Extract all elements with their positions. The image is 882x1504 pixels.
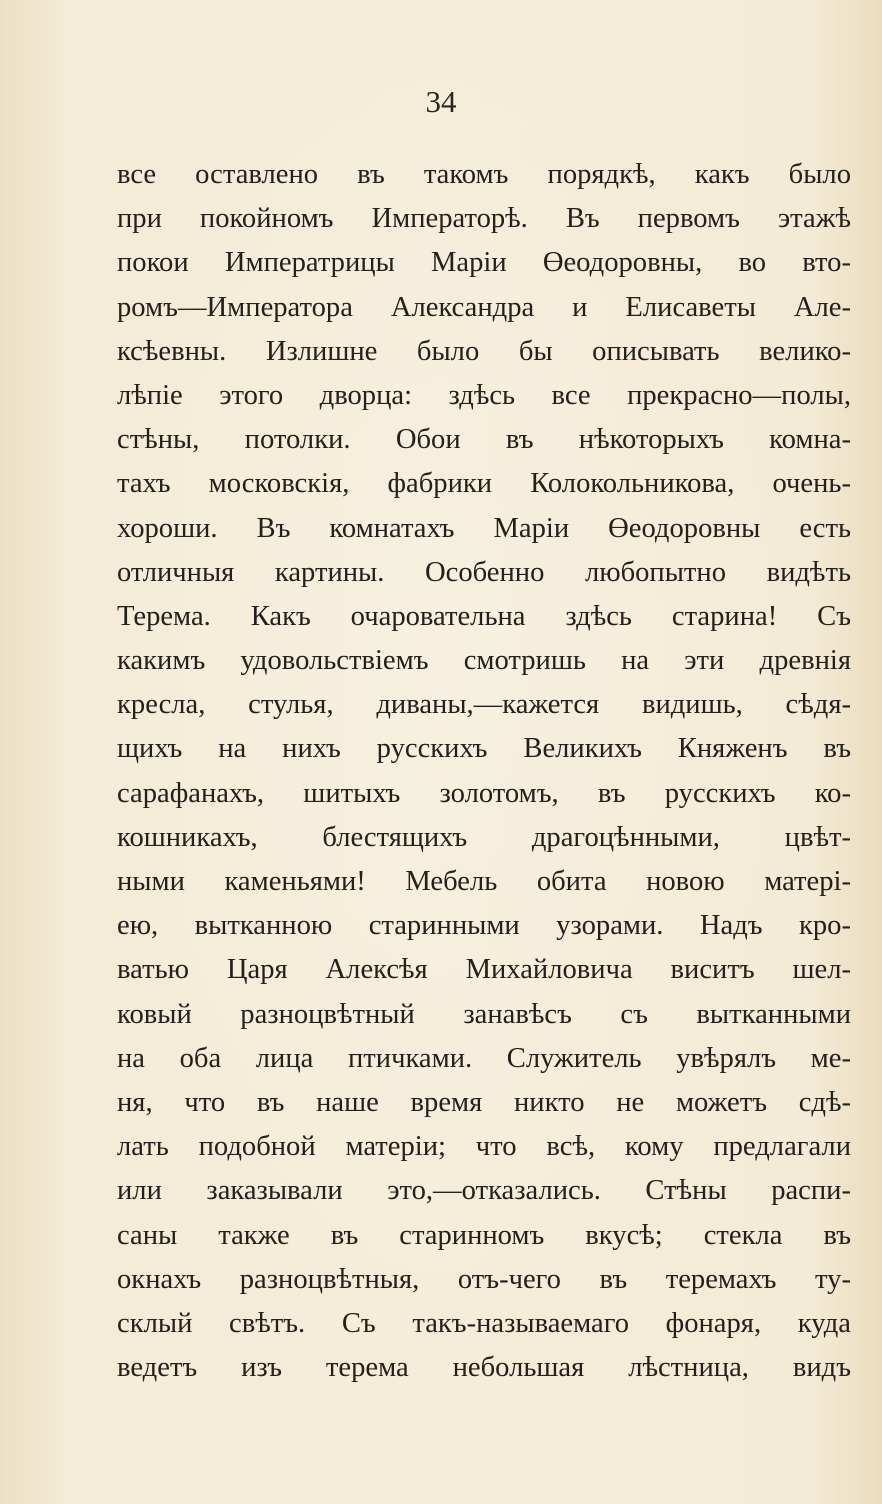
text-line: ными каменьями! Мебель обита новою матерi- [117,866,851,897]
text-line: ромъ—Императора Александра и Елисаветы Але- [117,291,851,323]
page-number: 34 [425,84,457,119]
text-line: сарафанахъ, шитыхъ золотомъ, въ русскихъ ко- [117,777,851,809]
text-line: ксѣевны. Излишне было бы описывать велико- [117,335,851,367]
text-line: ведетъ изъ терема небольшая лѣстница, видъ [117,1352,851,1384]
text-line: покои Императрицы Марiи Өеодоровны, во вто- [117,247,851,279]
text-line: окнахъ разноцвѣтныя, отъ-чего въ теремахъ ту- [117,1263,851,1295]
text-line: отличныя картины. Особенно любопытно видѣть [117,556,851,588]
text-line: ня, что въ наше время никто не можетъ сдѣ- [117,1086,851,1118]
text-line: хороши. Въ комнатахъ Марiи Өеодоровны есть [117,512,851,544]
text-line: щихъ на нихъ русскихъ Великихъ Княженъ въ [117,733,851,765]
text-line: кресла, стулья, диваны,—кажется видишь, сѣдя- [117,689,851,721]
text-line: склый свѣтъ. Съ такъ-называемаго фонаря, куда [117,1307,851,1339]
text-line: кошникахъ, блестящихъ драгоцѣнными, цвѣт- [117,821,851,853]
text-line: стѣны, потолки. Обои въ нѣкоторыхъ комна- [117,424,851,456]
text-line: какимъ удовольствiемъ смотришь на эти древнiя [117,645,851,677]
text-line: лѣпiе этого дворца: здѣсь все прекрасно—полы, [117,379,851,411]
text-line: или заказывали это,—отказались. Стѣны распи- [117,1175,851,1207]
text-line: ковый разноцвѣтный занавѣсъ съ вытканными [117,998,851,1030]
text-line: саны также въ старинномъ вкусѣ; стекла въ [117,1219,851,1251]
text-line: все оставлено въ такомъ порядкѣ, какъ было [117,159,851,190]
text-line: Терема. Какъ очаровательна здѣсь старина! Съ [117,600,851,632]
text-line: ватью Царя Алексѣя Михайловича виситъ шел- [117,954,851,986]
text-line: тахъ московскiя, фабрики Колокольникова, очень- [117,468,851,500]
text-line: при покойномъ Императорѣ. Въ первомъ этажѣ [117,203,851,235]
text-line: ею, вытканною старинными узорами. Надъ кро- [117,910,851,942]
text-line: лать подобной матерiи; что всѣ, кому предлагали [117,1131,851,1163]
body-text [117,153,851,1390]
text-line: на оба лица птичками. Служитель увѣрялъ ме- [117,1042,851,1074]
